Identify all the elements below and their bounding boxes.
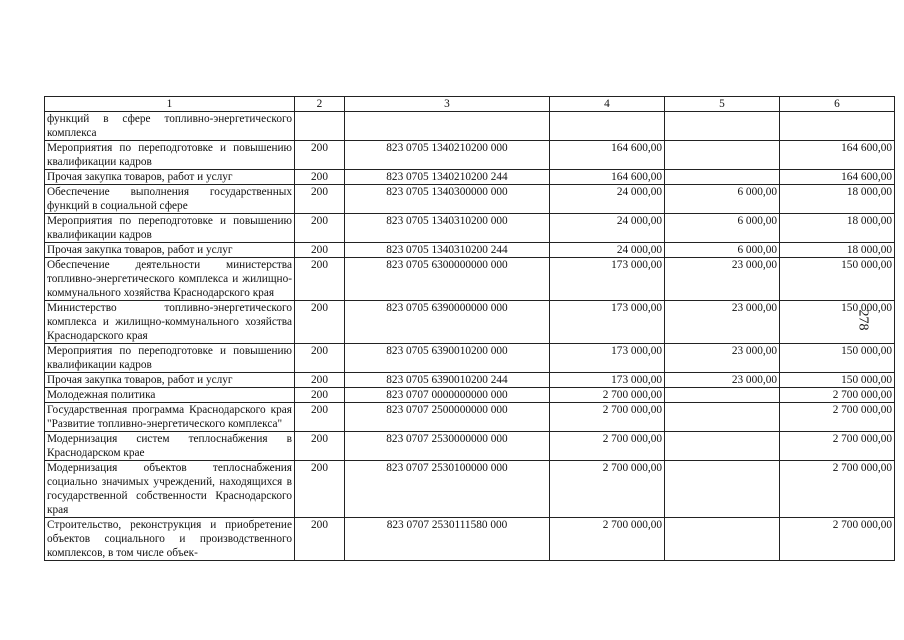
- row-budget-classification: 823 0707 0000000000 000: [345, 388, 550, 403]
- row-amount-column-5: 6 000,00: [665, 214, 780, 243]
- row-amount-column-6: 2 700 000,00: [780, 388, 895, 403]
- row-budget-classification: 823 0705 6390000000 000: [345, 301, 550, 344]
- table-row: [45, 403, 895, 432]
- column-header: 4: [550, 97, 665, 112]
- page-number: 278: [855, 309, 871, 331]
- row-amount-total: 164 600,00: [550, 141, 665, 170]
- row-budget-classification: 823 0705 1340300000 000: [345, 185, 550, 214]
- row-amount-total: [550, 112, 665, 141]
- table-row: [45, 258, 895, 301]
- row-amount-column-5: 23 000,00: [665, 258, 780, 301]
- row-code: 200: [295, 185, 345, 214]
- row-amount-column-6: 150 000,00: [780, 344, 895, 373]
- row-code: 200: [295, 518, 345, 561]
- row-code: 200: [295, 461, 345, 518]
- row-amount-total: 2 700 000,00: [550, 403, 665, 432]
- row-budget-classification: 823 0707 2500000000 000: [345, 403, 550, 432]
- row-amount-column-6: 164 600,00: [780, 170, 895, 185]
- table-row: [45, 141, 895, 170]
- column-header: 6: [780, 97, 895, 112]
- row-description: Мероприятия по переподготовке и повышению квалификации кадров: [45, 214, 295, 243]
- row-amount-column-6: [780, 112, 895, 141]
- row-amount-total: 24 000,00: [550, 185, 665, 214]
- row-amount-column-6: 164 600,00: [780, 141, 895, 170]
- row-budget-classification: [345, 112, 550, 141]
- row-description: Обеспечение деятельности министерства топливно-энергетического комплекса и жилищно-коммунального хозяйства Краснодарского края: [45, 258, 295, 301]
- row-amount-column-5: 23 000,00: [665, 344, 780, 373]
- row-code: 200: [295, 373, 345, 388]
- row-budget-classification: 823 0707 2530100000 000: [345, 461, 550, 518]
- row-code: 200: [295, 170, 345, 185]
- row-amount-column-6: 2 700 000,00: [780, 403, 895, 432]
- budget-table: [44, 96, 895, 561]
- row-amount-column-6: 2 700 000,00: [780, 432, 895, 461]
- row-amount-total: 173 000,00: [550, 301, 665, 344]
- row-description: функций в сфере топливно-энергетического комплекса: [45, 112, 295, 141]
- table-row: [45, 243, 895, 258]
- column-header: 5: [665, 97, 780, 112]
- table-body: [45, 112, 895, 561]
- row-amount-total: 2 700 000,00: [550, 461, 665, 518]
- row-budget-classification: 823 0705 1340310200 244: [345, 243, 550, 258]
- row-budget-classification: 823 0705 1340210200 000: [345, 141, 550, 170]
- row-amount-total: 173 000,00: [550, 344, 665, 373]
- table-row: [45, 432, 895, 461]
- row-amount-column-5: 6 000,00: [665, 185, 780, 214]
- row-code: 200: [295, 432, 345, 461]
- row-description: Модернизация систем теплоснабжения в Краснодарском крае: [45, 432, 295, 461]
- row-description: Строительство, реконструкция и приобретение объектов социального и производственного комплексов, в том числе объек-: [45, 518, 295, 561]
- row-description: Мероприятия по переподготовке и повышению квалификации кадров: [45, 344, 295, 373]
- row-amount-column-5: [665, 388, 780, 403]
- row-description: Государственная программа Краснодарского края "Развитие топливно-энергетического комплекса": [45, 403, 295, 432]
- row-description: Прочая закупка товаров, работ и услуг: [45, 373, 295, 388]
- row-amount-total: 2 700 000,00: [550, 518, 665, 561]
- row-code: 200: [295, 141, 345, 170]
- row-code: 200: [295, 258, 345, 301]
- row-amount-column-5: [665, 403, 780, 432]
- row-amount-total: 24 000,00: [550, 214, 665, 243]
- table-row: [45, 301, 895, 344]
- row-budget-classification: 823 0705 6300000000 000: [345, 258, 550, 301]
- row-amount-column-5: [665, 432, 780, 461]
- row-amount-column-6: 150 000,00: [780, 301, 895, 344]
- row-code: 200: [295, 344, 345, 373]
- row-amount-total: 2 700 000,00: [550, 388, 665, 403]
- row-description: Модернизация объектов теплоснабжения социально значимых учреждений, находящихся в государственной собственности Краснодарского края: [45, 461, 295, 518]
- row-code: 200: [295, 403, 345, 432]
- row-budget-classification: 823 0705 1340210200 244: [345, 170, 550, 185]
- table-row: [45, 170, 895, 185]
- table-row: [45, 185, 895, 214]
- row-description: Обеспечение выполнения государственных функций в социальной сфере: [45, 185, 295, 214]
- column-header: 3: [345, 97, 550, 112]
- row-description: Молодежная политика: [45, 388, 295, 403]
- row-amount-column-5: 6 000,00: [665, 243, 780, 258]
- row-amount-column-5: 23 000,00: [665, 373, 780, 388]
- row-code: 200: [295, 214, 345, 243]
- row-code: [295, 112, 345, 141]
- row-code: 200: [295, 301, 345, 344]
- row-description: Прочая закупка товаров, работ и услуг: [45, 243, 295, 258]
- row-budget-classification: 823 0705 1340310200 000: [345, 214, 550, 243]
- row-description: Министерство топливно-энергетического комплекса и жилищно-коммунального хозяйства Краснодарского края: [45, 301, 295, 344]
- row-amount-column-5: [665, 461, 780, 518]
- table-row: [45, 344, 895, 373]
- table-row: [45, 461, 895, 518]
- column-header: 1: [45, 97, 295, 112]
- row-amount-total: 24 000,00: [550, 243, 665, 258]
- row-amount-column-6: 2 700 000,00: [780, 518, 895, 561]
- row-amount-total: 2 700 000,00: [550, 432, 665, 461]
- row-amount-column-6: 18 000,00: [780, 243, 895, 258]
- header-row: [45, 97, 895, 112]
- table-row: [45, 214, 895, 243]
- row-amount-column-6: 18 000,00: [780, 185, 895, 214]
- row-amount-column-6: 150 000,00: [780, 258, 895, 301]
- row-code: 200: [295, 243, 345, 258]
- row-amount-column-5: [665, 518, 780, 561]
- column-header: 2: [295, 97, 345, 112]
- row-description: Мероприятия по переподготовке и повышению квалификации кадров: [45, 141, 295, 170]
- row-amount-column-5: [665, 141, 780, 170]
- row-code: 200: [295, 388, 345, 403]
- row-amount-total: 173 000,00: [550, 373, 665, 388]
- table-row: [45, 518, 895, 561]
- row-amount-column-6: 2 700 000,00: [780, 461, 895, 518]
- row-amount-column-5: [665, 112, 780, 141]
- row-description: Прочая закупка товаров, работ и услуг: [45, 170, 295, 185]
- row-budget-classification: 823 0707 2530000000 000: [345, 432, 550, 461]
- row-budget-classification: 823 0707 2530111580 000: [345, 518, 550, 561]
- table-row: [45, 112, 895, 141]
- row-amount-column-5: 23 000,00: [665, 301, 780, 344]
- row-amount-column-5: [665, 170, 780, 185]
- row-budget-classification: 823 0705 6390010200 000: [345, 344, 550, 373]
- row-amount-column-6: 150 000,00: [780, 373, 895, 388]
- table-row: [45, 388, 895, 403]
- table-row: [45, 373, 895, 388]
- row-amount-column-6: 18 000,00: [780, 214, 895, 243]
- row-amount-total: 164 600,00: [550, 170, 665, 185]
- row-amount-total: 173 000,00: [550, 258, 665, 301]
- row-budget-classification: 823 0705 6390010200 244: [345, 373, 550, 388]
